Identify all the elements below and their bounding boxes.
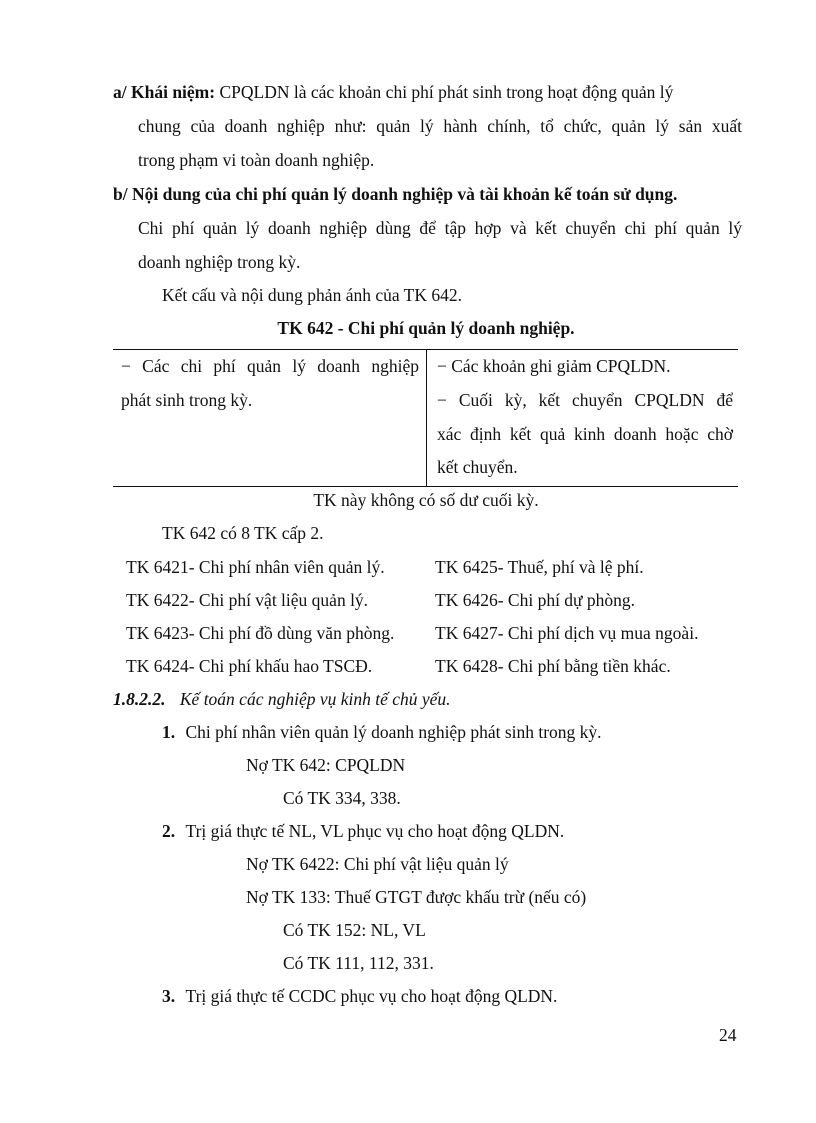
- item-1: [162, 721, 602, 743]
- sub-account-right: TK 6425- Thuế, phí và lệ phí.: [435, 557, 644, 577]
- sub-accounts-intro: TK 642 có 8 TK cấp 2.: [162, 523, 324, 543]
- sub-account-right: TK 6426- Chi phí dự phòng.: [435, 590, 636, 610]
- t-account-debit-1a: − Các chi phí quản lý doanh nghiệp: [121, 356, 419, 376]
- item-2: [162, 820, 564, 842]
- section-b-line2: doanh nghiệp trong kỳ.: [138, 252, 301, 272]
- item-2-debit-1: Nợ TK 6422: Chi phí vật liệu quản lý: [246, 854, 509, 874]
- section-a-line3: trong phạm vi toàn doanh nghiệp.: [138, 150, 375, 170]
- t-account-credit-2b: xác định kết quả kinh doanh hoặc chờ: [437, 424, 733, 444]
- t-account-bottom-rule: [113, 486, 738, 487]
- item-1-number: 1.: [162, 722, 176, 742]
- t-account-credit-2a: − Cuối kỳ, kết chuyển CPQLDN để: [437, 390, 733, 410]
- t-account-title: TK 642 - Chi phí quản lý doanh nghiệp.: [277, 318, 575, 338]
- item-1-debit: Nợ TK 642: CPQLDN: [246, 755, 406, 775]
- item-1-text: Chi phí nhân viên quản lý doanh nghiệp phát sinh trong kỳ.: [185, 722, 602, 742]
- sub-account-left: TK 6423- Chi phí đồ dùng văn phòng.: [126, 623, 395, 643]
- item-2-text: Trị giá thực tế NL, VL phục vụ cho hoạt động QLDN.: [185, 821, 565, 841]
- sub-account-left: TK 6422- Chi phí vật liệu quản lý.: [126, 590, 369, 610]
- section-b-line1: Chi phí quản lý doanh nghiệp dùng để tập hợp và kết chuyển chi phí quản lý: [138, 218, 742, 238]
- t-account-credit-1: − Các khoản ghi giảm CPQLDN.: [437, 356, 671, 376]
- t-account-debit-1b: phát sinh trong kỳ.: [121, 390, 253, 410]
- item-3-text: Trị giá thực tế CCDC phục vụ cho hoạt động QLDN.: [185, 986, 558, 1006]
- t-account-divider: [426, 349, 427, 486]
- t-account-note: TK này không có số dư cuối kỳ.: [313, 490, 539, 510]
- section-a-line1: [113, 81, 673, 103]
- section-1822-heading: [113, 688, 451, 710]
- page-number: 24: [719, 1025, 737, 1045]
- section-1822-number: 1.8.2.2.: [113, 689, 166, 709]
- sub-account-left: TK 6424- Chi phí khấu hao TSCĐ.: [126, 656, 373, 676]
- item-2-debit-2: Nợ TK 133: Thuế GTGT được khấu trừ (nếu có): [246, 887, 587, 907]
- item-3: [162, 985, 557, 1007]
- item-2-number: 2.: [162, 821, 176, 841]
- section-a-line2: chung của doanh nghiệp như: quản lý hành chính, tổ chức, quản lý sản xuất: [138, 116, 742, 136]
- section-a-text1: CPQLDN là các khoản chi phí phát sinh trong hoạt động quản lý: [219, 82, 674, 102]
- sub-account-left: TK 6421- Chi phí nhân viên quản lý.: [126, 557, 385, 577]
- section-1822-title: Kế toán các nghiệp vụ kinh tế chủ yếu.: [179, 689, 451, 709]
- section-b-heading: b/ Nội dung của chi phí quản lý doanh nghiệp và tài khoản kế toán sử dụng.: [113, 184, 678, 204]
- section-a-label: a/ Khái niệm:: [113, 82, 216, 102]
- sub-account-right: TK 6427- Chi phí dịch vụ mua ngoài.: [435, 623, 699, 643]
- section-b-line3: Kết cấu và nội dung phản ánh của TK 642.: [162, 285, 463, 305]
- t-account-credit-2c: kết chuyển.: [437, 457, 518, 477]
- item-3-number: 3.: [162, 986, 176, 1006]
- item-2-credit-2: Có TK 111, 112, 331.: [283, 953, 434, 973]
- item-1-credit: Có TK 334, 338.: [283, 788, 401, 808]
- sub-account-right: TK 6428- Chi phí bằng tiền khác.: [435, 656, 671, 676]
- item-2-credit-1: Có TK 152: NL, VL: [283, 920, 426, 940]
